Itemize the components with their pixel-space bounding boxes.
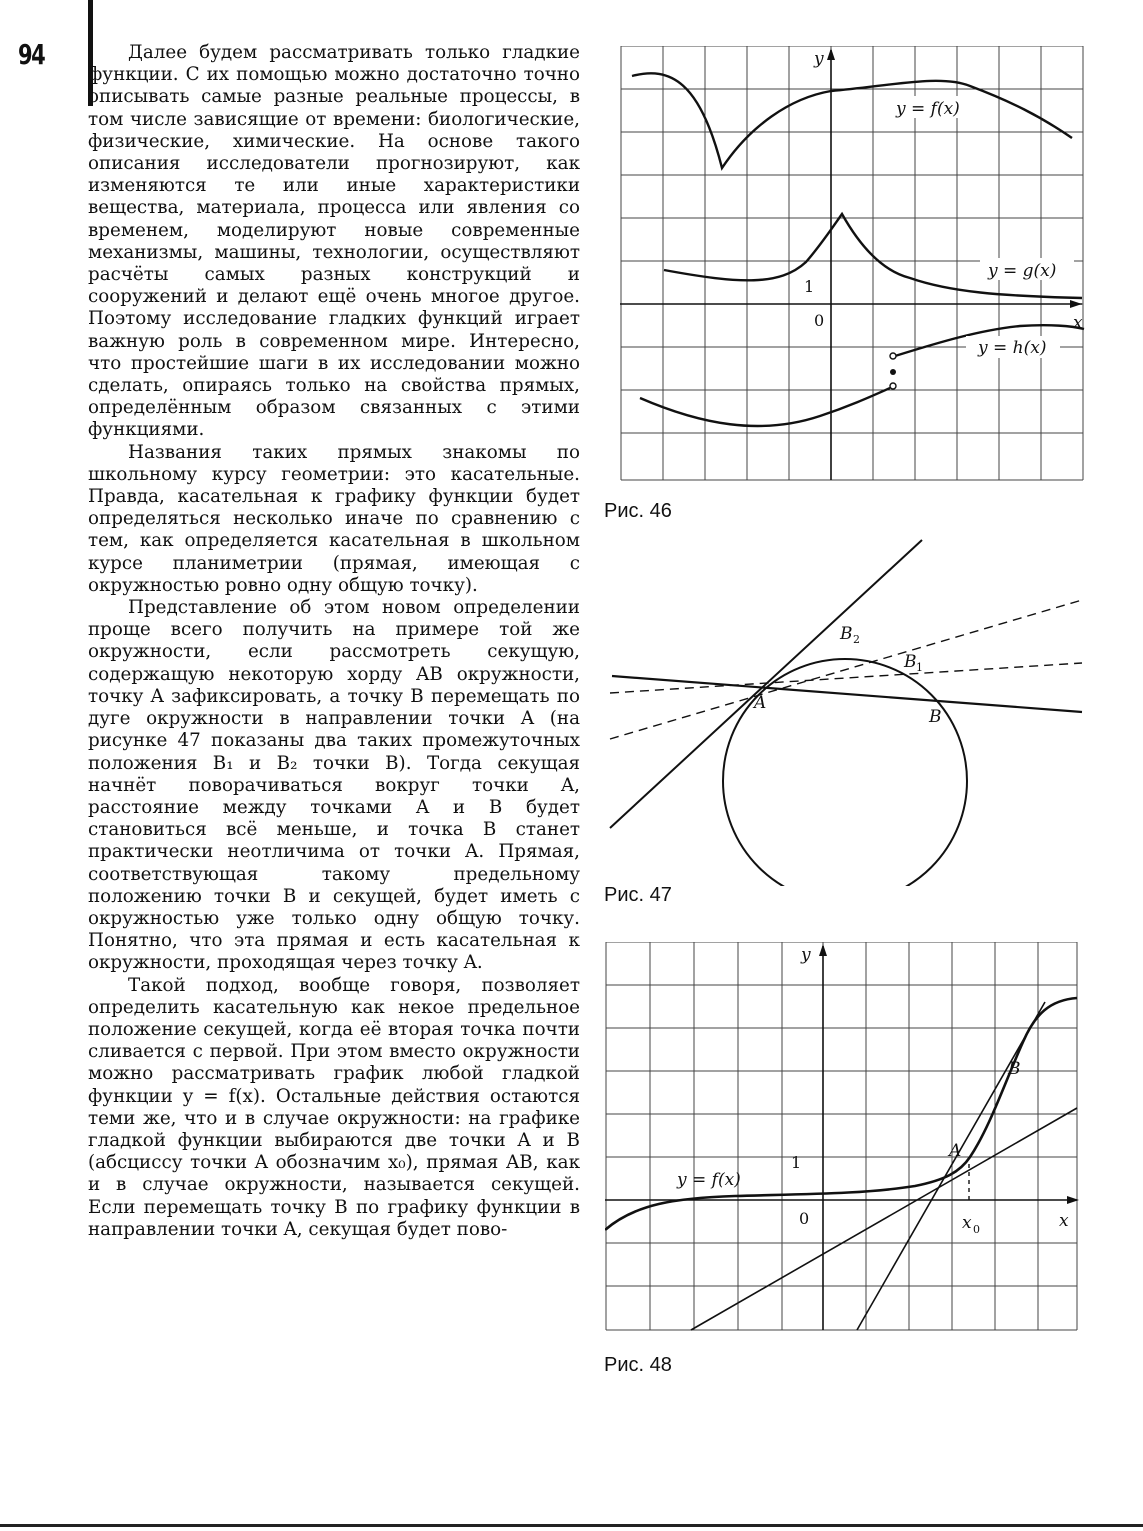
paragraph: Названия таких прямых знакомы по школьному курсу геометрии: это касательные. Правда, касательная к графику функции будет определяться несколько иначе по сравнению с тем, как определяется касательная в школьном курсе планиметрии (прямая, имеющая с окружностью ровно одну общую точку). <box>88 441 580 596</box>
point-B2-subscript: 2 <box>853 633 860 646</box>
y-axis-arrow <box>827 48 835 60</box>
point-A-label: A <box>949 1141 962 1161</box>
figure-47-graph <box>600 536 1090 886</box>
figure-47 <box>600 536 1090 886</box>
secant-AB <box>857 1002 1045 1330</box>
curve-f <box>632 73 1072 168</box>
x-axis-label: x <box>1059 1211 1069 1231</box>
page-number: 94 <box>18 38 45 71</box>
curve-h-left <box>640 388 890 426</box>
unit-label: 1 <box>791 1153 802 1172</box>
point-B1-label: B <box>904 652 917 672</box>
label-f: y = f(x) <box>677 1170 741 1190</box>
filled-point <box>890 369 896 375</box>
unit-label: 1 <box>804 277 815 296</box>
x-axis-arrow <box>1070 300 1082 308</box>
paragraph: Далее будем рассматривать только гладкие функции. С их помощью можно достаточно точно описывать самые разные реальные процессы, в том числе зависящие от времени: биологические, физические, химические. На основе такого описания исследователи прогнозируют, как изменяются те или иные характеристики вещества, материала, процесса или явления со временем, моделируют новые современные механизмы, машины, технологии, осуществляют расчёты самых разных конструкций и сооружений и делают ещё очень многое другое. Поэтому исследование гладких функций играет важную роль в современном мире. Интересно, что простейшие шаги в их исследовании можно сделать, опираясь только на свойства прямых, определённым образом связанных с этими функциями. <box>88 42 580 441</box>
origin-label: 0 <box>799 1209 810 1228</box>
bottom-rule <box>0 1524 1143 1527</box>
caption-47: Рис. 47 <box>604 884 672 906</box>
figure-48-graph <box>605 942 1083 1334</box>
caption-46: Рис. 46 <box>604 500 672 522</box>
origin-label: 0 <box>814 311 825 330</box>
label-g: y = g(x) <box>988 261 1057 281</box>
open-point <box>890 383 896 389</box>
caption-48: Рис. 48 <box>604 1354 672 1376</box>
x-axis-label: x <box>1073 313 1083 333</box>
point-B-label: B <box>1008 1059 1021 1079</box>
point-B2-label: B <box>840 624 853 644</box>
label-h: y = h(x) <box>978 338 1047 358</box>
paragraph: Представление об этом новом определении проще всего получить на примере той же окружности, если рассмотреть секущую, содержащую некоторую хорду AB окружности, точку A зафиксировать, а точку B перемещать по дуге окружности в направлении точки A (на рисунке 47 показаны два таких промежуточных положения B₁ и B₂ точки B). Тогда секущая начнёт поворачиваться вокруг точки A, расстояние между точками A и B будет становиться всё меньше, и точка B станет практически неотличима от точки A. Прямая, соответствующая такому предельному положению точки B и секущей, будет иметь с окружностью уже только одну общую точку. Понятно, что эта прямая и есть касательная к окружности, проходящая через точку A. <box>88 597 580 974</box>
x0-subscript: 0 <box>973 1223 980 1236</box>
point-B1-subscript: 1 <box>916 661 923 674</box>
point-B-label: B <box>929 707 942 727</box>
y-axis-label: y <box>814 49 824 69</box>
y-axis-arrow <box>819 944 827 956</box>
tangent-line <box>610 540 922 828</box>
grid <box>606 942 1077 1330</box>
tangent-at-A <box>691 1108 1077 1330</box>
figure-48 <box>605 942 1083 1334</box>
secant-AB2 <box>610 600 1082 739</box>
point-A-label: A <box>754 693 767 713</box>
y-axis-label: y <box>801 945 811 965</box>
secant-AB1 <box>610 663 1082 693</box>
open-point <box>890 353 896 359</box>
label-f: y = f(x) <box>896 99 960 119</box>
paragraph: Такой подход, вообще говоря, позволяет определить касательную как некое предельное положение секущей, когда её вторая точка почти сливается с первой. При этом вместо окружности можно рассматривать график любой гладкой функции y = f(x). Остальные действия остаются теми же, что и в случае окружности: на графике гладкой функции выбираются две точки A и B (абсциссу точки A обозначим x₀), прямая AB, как и в случае окружности, называется секущей. Если перемещать точку B по графику функции в направлении точки A, секущая будет пово- <box>88 974 580 1240</box>
x0-label: x <box>962 1213 972 1233</box>
figure-46-graph <box>620 46 1090 486</box>
body-text <box>88 42 580 1241</box>
secant-AB <box>612 676 1082 712</box>
figure-46 <box>620 46 1090 486</box>
